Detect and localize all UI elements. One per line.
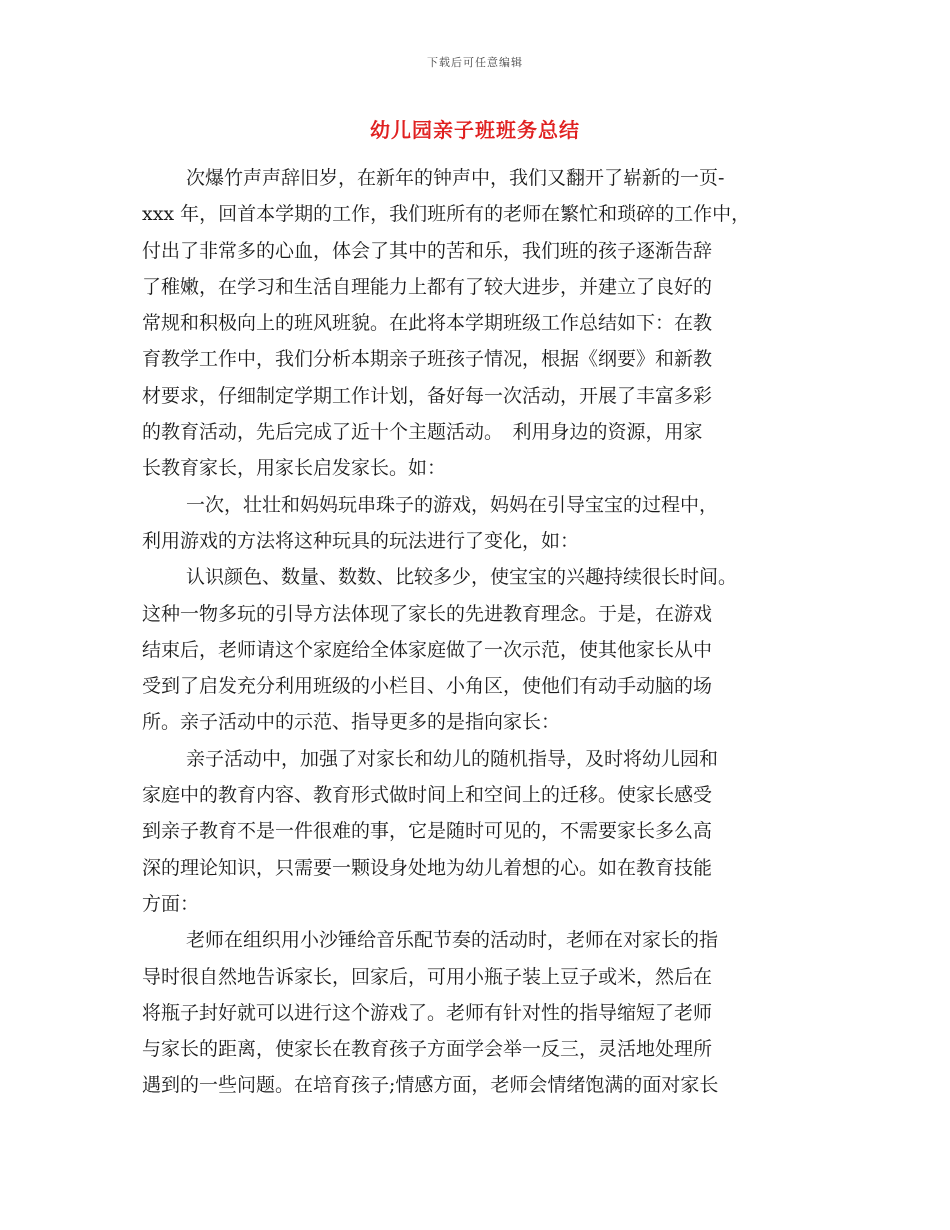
text-line: 材要求，仔细制定学期工作计划，备好每一次活动，开展了丰富多彩 [142,384,713,407]
text-line: 方面： [142,892,200,915]
text-line: 长教育家长，用家长启发家长。如： [142,457,447,480]
text-line: 导时很自然地告诉家长，回家后，可用小瓶子装上豆子或米，然后在 [142,965,713,988]
text-line: 所。亲子活动中的示范、指导更多的是指向家长： [142,711,561,734]
text-line: 这种一物多玩的引导方法体现了家长的先进教育理念。于是，在游戏 [142,602,713,625]
text-line: 育教学工作中，我们分析本期亲子班孩子情况，根据《纲要》和新教 [142,348,713,371]
text-line: 利用游戏的方法将这种玩具的玩法进行了变化，如： [142,529,580,552]
text-line: 亲子活动中，加强了对家长和幼儿的随机指导，及时将幼儿园和 [186,747,719,770]
document-body [142,160,820,1104]
text-line: 深的理论知识，只需要一颗设身处地为幼儿着想的心。如在教育技能 [142,856,713,879]
text-line: 一次，壮壮和妈妈玩串珠子的游戏，妈妈在引导宝宝的过程中， [186,493,719,516]
text-line: 与家长的距离，使家长在教育孩子方面学会举一反三，灵活地处理所 [142,1038,713,1061]
text-line: 常规和积极向上的班风班貌。在此将本学期班级工作总结如下：在教 [142,312,713,335]
text-line: 将瓶子封好就可以进行这个游戏了。老师有针对性的指导缩短了老师 [142,1001,713,1024]
text-line: 认识颜色、数量、数数、比较多少，使宝宝的兴趣持续很长时间。 [186,566,738,589]
text-line: 老师在组织用小沙锤给音乐配节奏的活动时，老师在对家长的指 [186,929,719,952]
header-note: 下载后可任意编辑 [427,56,523,69]
text-line: 付出了非常多的心血，体会了其中的苦和乐，我们班的孩子逐渐告辞 [142,239,713,262]
text-line: 到亲子教育不是一件很难的事，它是随时可见的，不需要家长多么高 [142,820,713,843]
text-line: 的教育活动，先后完成了近十个主题活动。 利用身边的资源，用家 [142,421,703,444]
text-line: 遇到的一些问题。在培育孩子;情感方面，老师会情绪饱满的面对家长 [142,1074,719,1097]
text-line: xxx 年，回首本学期的工作，我们班所有的老师在繁忙和琐碎的工作中， [142,203,751,226]
text-line: 受到了启发充分利用班级的小栏目、小角区，使他们有动手动脑的场 [142,675,713,698]
text-line: 家庭中的教育内容、教育形式做时间上和空间上的迁移。使家长感受 [142,784,713,807]
text-line: 了稚嫩，在学习和生活自理能力上都有了较大进步，并建立了良好的 [142,275,713,298]
text-line: 结束后，老师请这个家庭给全体家庭做了一次示范，使其他家长从中 [142,638,713,661]
text-line: 次爆竹声声辞旧岁，在新年的钟声中，我们又翻开了崭新的一页- [186,167,725,189]
document-title: 幼儿园亲子班班务总结 [370,118,580,142]
